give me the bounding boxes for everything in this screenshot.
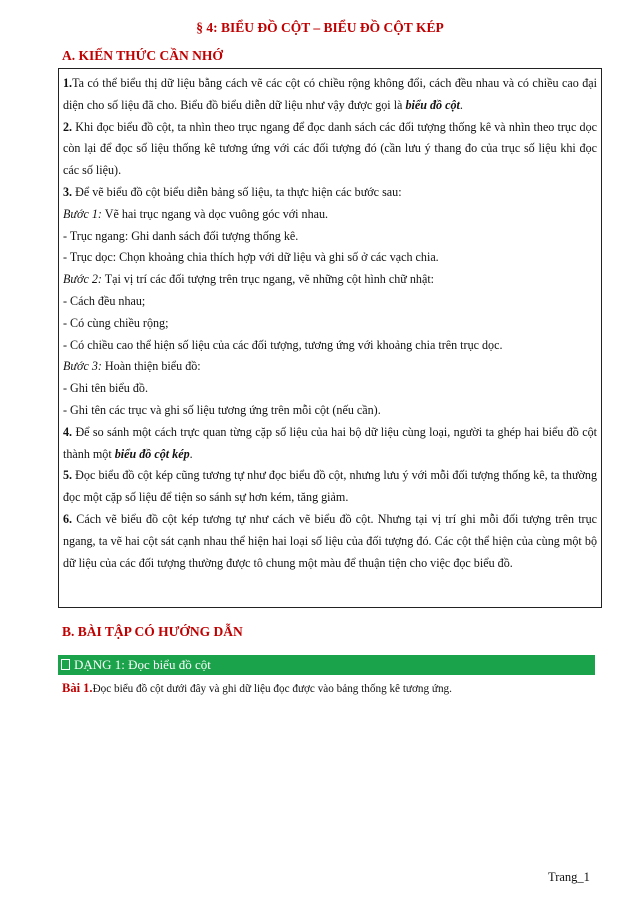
item-number: 4. [63, 424, 73, 439]
step-label: Bước 3: [63, 359, 102, 374]
step-3: Bước 3: Hoàn thiện biểu đồ: [63, 359, 201, 374]
knowledge-item-1: 1.Ta có thể biểu thị dữ liệu bằng cách vẽ các cột có chiều rộng không đổi, cách đều nhau và có chiều cao đại diện cho số liệu đã cho. Biểu đồ biểu diễn dữ liệu như vậy được gọi là biểu đồ cột. [63, 76, 597, 112]
page-number: Trang_1 [548, 870, 590, 884]
term-double-bar-chart: biểu đồ cột kép [114, 446, 190, 461]
term-bar-chart: biểu đồ cột [405, 97, 460, 112]
knowledge-item-2: 2. Khi đọc biểu đồ cột, ta nhìn theo trục ngang để đọc danh sách các đối tượng thống kê và nhìn theo trục dọc còn lại để đọc số liệu thống kê tương ứng với các đối tượng đó (cần lưu ý thang đo của trục số liệu khi đọc các số liệu). [63, 119, 597, 178]
knowledge-item-3: 3. Để vẽ biểu đồ cột biểu diễn bảng số liệu, ta thực hiện các bước sau: [63, 184, 402, 199]
step-3-item: - Ghi tên các trục và ghi số liệu tương ứng trên mỗi cột (nếu cần). [63, 402, 381, 417]
step-label: Bước 2: [63, 272, 102, 287]
step-2: Bước 2: Tại vị trí các đối tượng trên trục ngang, vẽ những cột hình chữ nhật: [63, 272, 435, 287]
item-number: 6. [63, 511, 73, 526]
exercise-1-text: Đọc biểu đồ cột dưới đây và ghi dữ liệu đọc được vào bảng thống kê tương ứng. [92, 683, 452, 695]
item-number: 1. [63, 76, 73, 90]
step-2-item: - Có chiều cao thể hiện số liệu của các đối tượng, tương ứng với khoảng chia trên trục dọc. [63, 337, 503, 352]
exercise-1-label: Bài 1. [62, 681, 93, 695]
knowledge-item-6: 6. Cách vẽ biểu đồ cột kép tương tự như cách vẽ biểu đồ cột. Nhưng tại vị trí ghi mỗi đối tượng trên trục ngang, ta vẽ hai cột sát cạnh nhau thể hiện hai loại số liệu của đối tượng đó. Các cột thể hiện của cùng một bộ dữ liệu của các đối tượng thường được tô chung một màu để thuận tiện cho việc đọc biểu đồ. [63, 511, 597, 570]
step-1-item: - Trục ngang: Ghi danh sách đối tượng thống kê. [63, 228, 299, 243]
step-2-item: - Có cùng chiều rộng; [63, 315, 169, 330]
knowledge-box [58, 68, 602, 608]
step-label: Bước 1: [63, 206, 102, 221]
step-1: Bước 1: Vẽ hai trục ngang và dọc vuông góc với nhau. [63, 206, 329, 221]
item-number: 5. [63, 468, 73, 483]
checkbox-icon [61, 659, 70, 670]
dang-1-banner [58, 655, 595, 675]
step-1-item: - Trục dọc: Chọn khoảng chia thích hợp với dữ liệu và ghi số ở các vạch chia. [63, 250, 439, 265]
item-number: 2. [63, 119, 73, 134]
item-number: 3. [63, 184, 73, 199]
knowledge-item-5: 5. Đọc biểu đồ cột kép cũng tương tự như đọc biểu đồ cột, nhưng lưu ý với mỗi đối tượng thống kê, ta thường đọc một cặp số liệu để tiện so sánh sự hơn kém, tăng giảm. [63, 468, 597, 505]
exercise-1 [62, 681, 452, 696]
dang-1-label: DẠNG 1: Đọc biểu đồ cột [74, 657, 211, 672]
page-title: § 4: BIỂU ĐỒ CỘT – BIỂU ĐỒ CỘT KÉP [196, 20, 444, 35]
section-a-heading: A. KIẾN THỨC CẦN NHỚ [62, 48, 223, 63]
step-3-item: - Ghi tên biểu đồ. [63, 381, 148, 396]
step-2-item: - Cách đều nhau; [63, 293, 146, 308]
knowledge-item-4: 4. Để so sánh một cách trực quan từng cặp số liệu của hai bộ dữ liệu cùng loại, người ta ghép hai biểu đồ cột thành một biểu đồ cột kép. [63, 424, 597, 461]
section-b-heading: B. BÀI TẬP CÓ HƯỚNG DẪN [62, 624, 243, 639]
